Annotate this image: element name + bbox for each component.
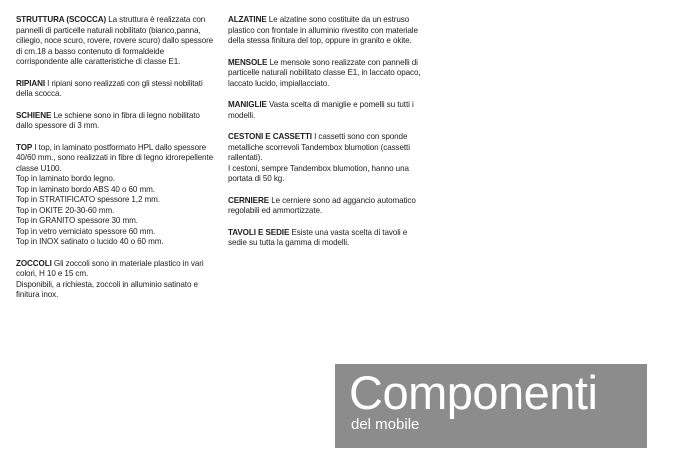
- paragraph-text: Vasta scelta di maniglie e pomelli su tutti i modelli.: [228, 100, 414, 120]
- paragraph-heading: TOP: [16, 142, 33, 152]
- banner-title: Componenti: [349, 366, 598, 419]
- paragraph-heading: ZOCCOLI: [16, 258, 52, 268]
- paragraph-line: Disponibili, a richiesta, zoccoli in alluminio satinato e finitura inox.: [16, 279, 198, 299]
- paragraph-text: Le cerniere sono ad aggancio automatico regolabili ed ammortizzate.: [228, 195, 416, 215]
- paragraph-heading: MENSOLE: [228, 57, 268, 67]
- paragraph-heading: MANIGLIE: [228, 100, 267, 109]
- paragraph-heading: STRUTTURA (SCOCCA): [16, 15, 107, 24]
- paragraph-line: Top in OKITE 20-30-60 mm.: [16, 205, 115, 215]
- paragraph-text: Le mensole sono realizzate con pannelli di particelle naturali nobilitato classe E1, in laccato opaco, laccato lucido, impiallacciato.: [228, 57, 421, 88]
- paragraph-heading: RIPIANI: [16, 78, 45, 88]
- paragraph-cestoni-e-cassetti: [228, 132, 424, 185]
- paragraph-top: [16, 143, 214, 248]
- paragraph-text: I cassetti sono con sponde metalliche scorrevoli Tandembox blumotion (cassetti rallentati).: [228, 132, 410, 162]
- left-column: [16, 15, 214, 312]
- paragraph-mensole: [228, 58, 424, 90]
- paragraph-alzatine: [228, 15, 424, 47]
- paragraph-line: Top in STRATIFICATO spessore 1,2 mm.: [16, 195, 160, 204]
- paragraph-schiene: [16, 111, 214, 132]
- paragraph-text: La struttura è realizzata con pannelli di particelle naturali nobilitato (bianco,panna, ciliegio, noce scuro, rovere, rovere scuro) dallo spessore di cm.18 a basso contenuto di formaldeide corrispondente alle caratteristiche di classe E1.: [16, 15, 214, 66]
- paragraph-heading: SCHIENE: [16, 110, 52, 120]
- paragraph-text: Gli zoccoli sono in materiale plastico in vari colori, H 10 e 15 cm.: [16, 258, 204, 278]
- paragraph-line: Top in vetro verniciato spessore 60 mm.: [16, 226, 156, 236]
- paragraph-line: Top in GRANITO spessore 30 mm.: [16, 216, 138, 225]
- paragraph-text: I top, in laminato postformato HPL dallo spessore 40/60 mm., sono realizzati in fibre di legno idrorepellente classe U100.: [16, 142, 214, 173]
- paragraph-line: Top in laminato bordo ABS 40 o 60 mm.: [16, 184, 155, 194]
- paragraph-zoccoli: [16, 259, 214, 301]
- paragraph-line: I cestoni, sempre Tandembox blumotion, hanno una portata di 50 kg.: [228, 163, 409, 183]
- paragraph-line: Top in laminato bordo legno.: [16, 174, 115, 183]
- paragraph-text: I ripiani sono realizzati con gli stessi nobilitati della scocca.: [16, 78, 203, 98]
- section-banner: [335, 364, 647, 448]
- paragraph-text: Esiste una vasta scelta di tavoli e sedie su tutta la gamma di modelli.: [228, 227, 408, 247]
- paragraph-heading: CESTONI E CASSETTI: [228, 132, 312, 141]
- paragraph-text: Le alzatine sono costituite da un estruso plastico con frontale in alluminio rivestito con materiale della stessa finitura del top, oppure in granito e okite.: [228, 15, 418, 45]
- paragraph-tavoli-e-sedie: [228, 228, 424, 249]
- paragraph-struttura-scocca: [16, 15, 214, 68]
- paragraph-text: Le schiene sono in fibra di legno nobilitato dallo spessore di 3 mm.: [16, 110, 200, 130]
- right-column: [228, 15, 424, 260]
- paragraph-heading: TAVOLI E SEDIE: [228, 227, 290, 237]
- paragraph-heading: ALZATINE: [228, 15, 267, 24]
- paragraph-cerniere: [228, 196, 424, 217]
- paragraph-line: Top in INOX satinato o lucido 40 o 60 mm.: [16, 237, 164, 246]
- paragraph-heading: CERNIERE: [228, 195, 270, 205]
- banner-subtitle: del mobile: [351, 416, 420, 433]
- paragraph-ripiani: [16, 79, 214, 100]
- paragraph-maniglie: [228, 100, 424, 121]
